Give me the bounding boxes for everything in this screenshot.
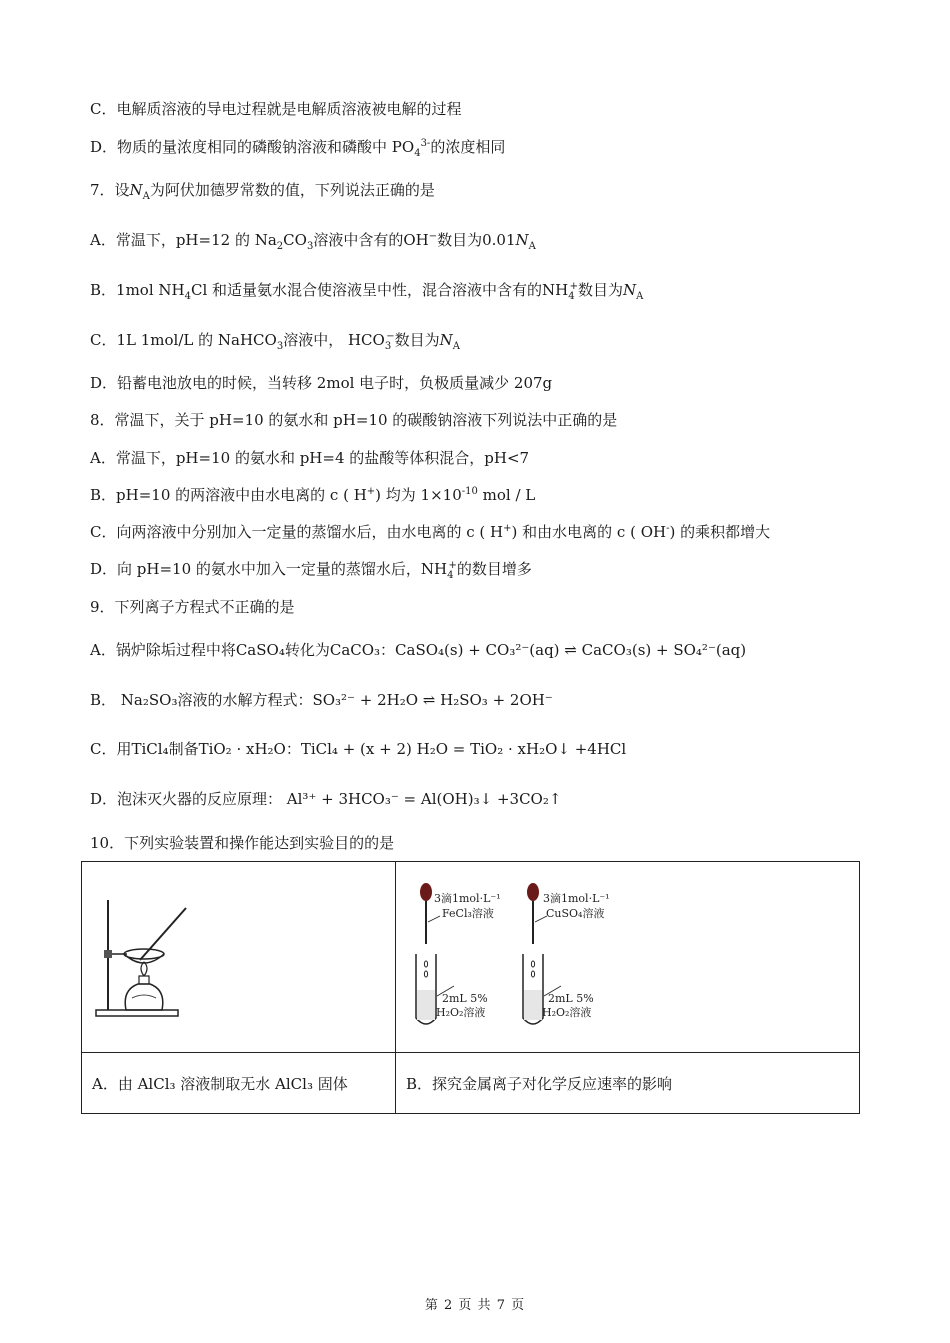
- right-dropper-label-line1: 3滴1mol·L⁻¹: [543, 892, 610, 905]
- q9-option-c: C．用TiCl₄制备TiO₂ · xH₂O：TiCl₄ + (x + 2) H₂O = TiO₂ · xH₂O↓ +4HCl: [90, 740, 627, 758]
- q6-option-d: D．物质的量浓度相同的磷酸钠溶液和磷酸中 $PO_4^{3-}$的浓度相同: [90, 138, 506, 159]
- apparatus-a-cell: [82, 862, 396, 1053]
- q9-option-a: A．锅炉除垢过程中将CaSO₄转化为CaCO₃：CaSO₄(s) + CO₃²⁻(aq) ⇌ CaCO₃(s) + SO₄²⁻(aq): [90, 641, 747, 659]
- right-tube-label-line1: 2mL 5%: [548, 992, 594, 1005]
- q8-option-d: D．向 pH=10 的氨水中加入一定量的蒸馏水后，$NH_4^+$的数目增多: [90, 560, 532, 581]
- option-a-caption: A．由 AlCl₃ 溶液制取无水 AlCl₃ 固体: [82, 1053, 396, 1114]
- q9-option-b: B． Na₂SO₃溶液的水解方程式：SO₃²⁻ + 2H₂O ⇌ H₂SO₃ + 2OH⁻: [90, 691, 553, 709]
- left-tube-label-line2: H₂O₂溶液: [436, 1006, 486, 1019]
- q7-option-d: D．铅蓄电池放电的时候，当转移 2mol 电子时，负极质量减少 207g: [90, 374, 553, 392]
- evaporation-apparatus-image: [82, 862, 395, 1048]
- dropper-bulb-right: [527, 883, 539, 901]
- right-dropper-label-line2: CuSO₄溶液: [546, 907, 605, 920]
- q7-option-c: C．1L 1mol/L 的 NaHCO$_3$溶液中， $HCO_3^-$数目为$N_A$: [90, 331, 460, 352]
- q9-option-d: D．泡沫灭火器的反应原理： Al³⁺ + 3HCO₃⁻ = Al(OH)₃↓ +3CO₂↑: [90, 790, 562, 808]
- q8-option-c: C．向两溶液中分别加入一定量的蒸馏水后，由水电离的 c ( H+) 和由水电离的 c ( OH-) 的乘积都增大: [90, 523, 771, 541]
- left-dropper-label-line1: 3滴1mol·L⁻¹: [434, 892, 501, 905]
- q7-stem: 7．设$N_A$为阿伏加德罗常数的值，下列说法正确的是: [90, 181, 435, 202]
- right-tube-label-line2: H₂O₂溶液: [542, 1006, 592, 1019]
- left-dropper-label-line2: FeCl₃溶液: [442, 907, 494, 920]
- page-footer: 第 2 页 共 7 页: [424, 1298, 526, 1313]
- q8-stem: 8．常温下，关于 pH=10 的氨水和 pH=10 的碳酸钠溶液下列说法中正确的是: [90, 411, 618, 429]
- q6-option-c: C．电解质溶液的导电过程就是电解质溶液被电解的过程: [90, 100, 462, 118]
- q9-stem: 9．下列离子方程式不正确的是: [90, 598, 295, 616]
- test-tube-experiment-image: [396, 862, 859, 1048]
- q8-option-a: A．常温下，pH=10 的氨水和 pH=4 的盐酸等体积混合，pH<7: [90, 449, 530, 467]
- q7-option-a: A．常温下，pH=12 的 $Na_2CO_3$溶液中含有的OH−数目为$0.01N_A$: [90, 231, 536, 252]
- apparatus-b-cell: [396, 862, 860, 1053]
- option-b-caption: B．探究金属离子对化学反应速率的影响: [396, 1053, 860, 1114]
- left-tube-label-line1: 2mL 5%: [442, 992, 488, 1005]
- q7-option-b: B．1mol $NH_4Cl$ 和适量氨水混合使溶液呈中性，混合溶液中含有的$NH_4^+$数目为$N_A$: [90, 281, 644, 302]
- q10-stem: 10．下列实验装置和操作能达到实验目的的是: [90, 834, 395, 852]
- dropper-bulb-left: [420, 883, 432, 901]
- q8-option-b: B．pH=10 的两溶液中由水电离的 c ( H+) 均为 $1\times 10^{-10}$ mol / L: [90, 486, 536, 504]
- experiment-table: [81, 861, 860, 1114]
